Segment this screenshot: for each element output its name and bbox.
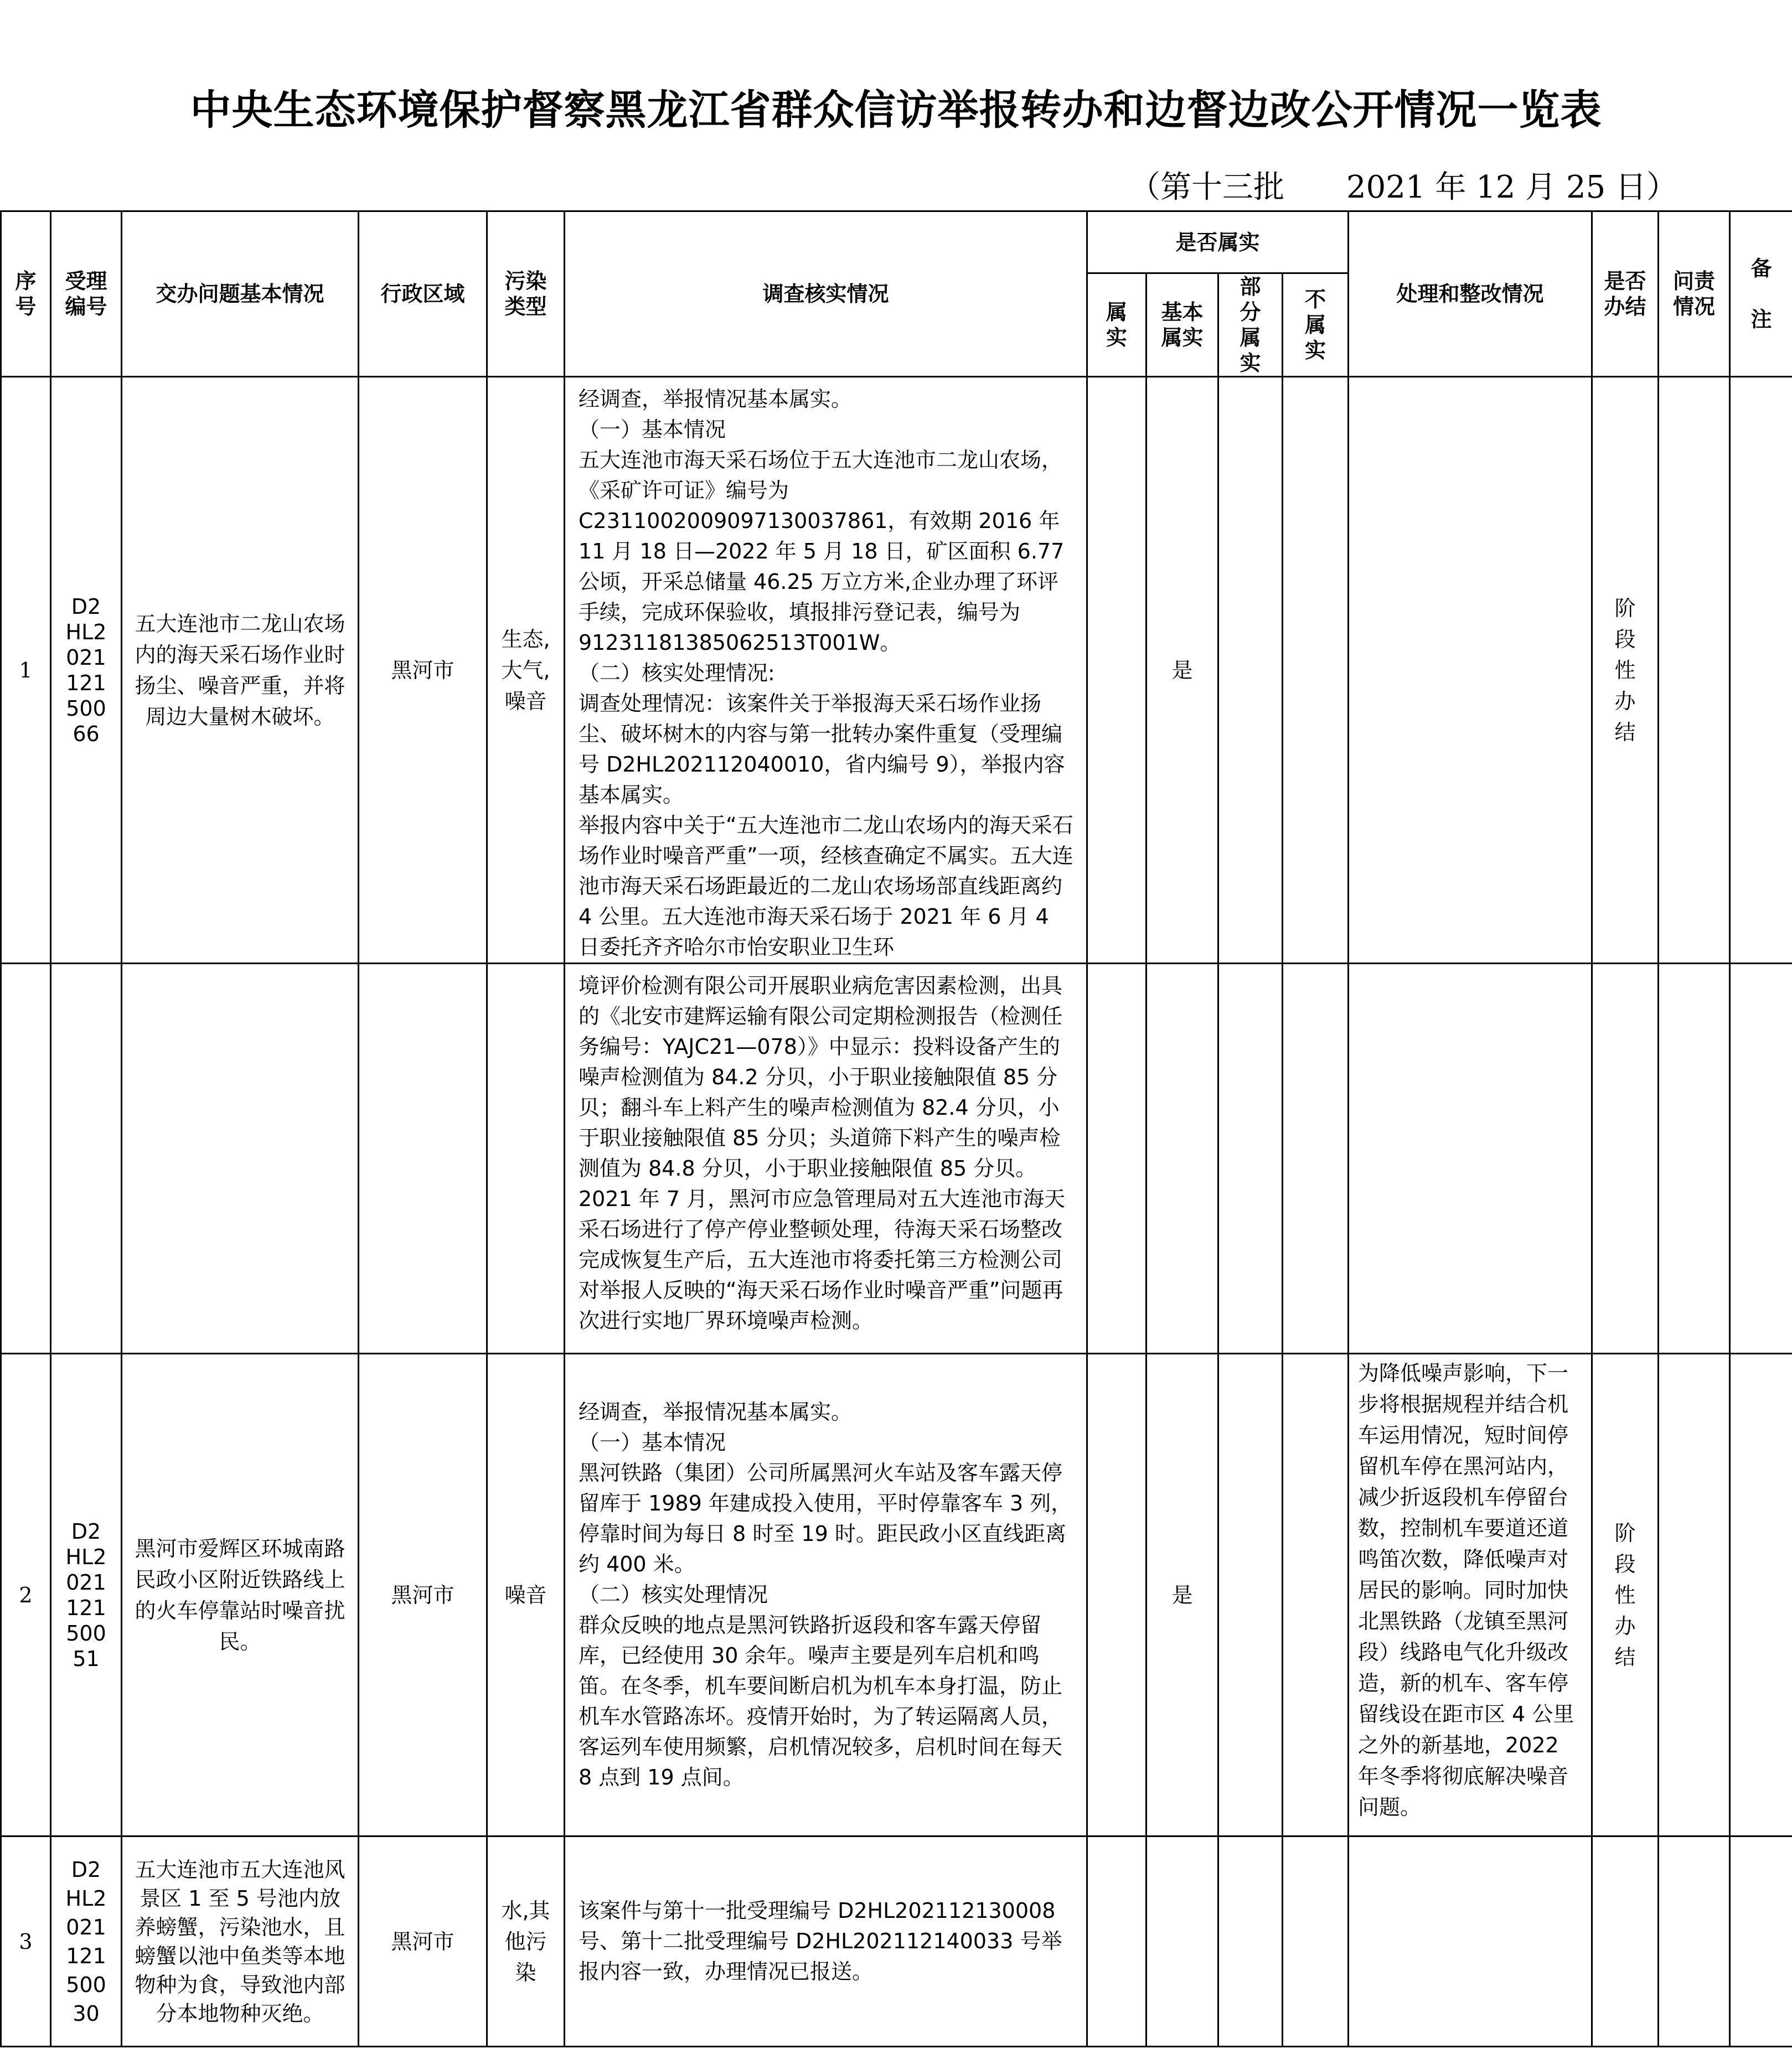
row-partial-true bbox=[1218, 1354, 1283, 1836]
row-closed bbox=[1592, 1836, 1659, 2047]
header-verified-group: 是否属实 bbox=[1087, 211, 1349, 273]
row-partial-true bbox=[1218, 1836, 1283, 2047]
row-pollution-type: 噪音 bbox=[487, 1354, 565, 1836]
row-investigation: 境评价检测有限公司开展职业病危害因素检测，出具的《北安市建辉运输有限公司定期检测报告（检测任务编号：YAJC21—078）》中显示：投料设备产生的噪声检测值为 84.2 分贝，小于职业接触限值 85 分贝；翻斗车上料产生的噪声检测值为 82.4 分贝，小于职业接触限值 85 分贝；头道筛下料产生的噪声检测值为 84.8 分贝，小于职业接触限值 85 分贝。2021 年 7 月，黑河市应急管理局对五大连池市海天采石场进行了停产停业整顿处理，待海天采石场整改完成恢复生产后，五大连池市将委托第三方检测公司对举报人反映的“海天采石场作业时噪音严重”问题再次进行实地厂界环境噪声检测。 bbox=[565, 964, 1087, 1354]
row-region bbox=[359, 964, 487, 1354]
page-title: 中央生态环境保护督察黑龙江省群众信访举报转办和边督边改公开情况一览表 bbox=[190, 86, 1602, 134]
row-true bbox=[1087, 377, 1147, 964]
row-code: D2 HL2 021 121 500 51 bbox=[51, 1354, 122, 1836]
row-remark bbox=[1730, 1836, 1792, 2047]
header-seq: 序 号 bbox=[1, 211, 51, 377]
row-code: D2 HL2 021 121 500 30 bbox=[51, 1836, 122, 2047]
header-partial-true: 部 分 属 实 bbox=[1218, 273, 1283, 377]
row-partial-true bbox=[1218, 964, 1283, 1354]
row-handling bbox=[1349, 964, 1592, 1354]
row-not-true bbox=[1283, 964, 1349, 1354]
row-true bbox=[1087, 1354, 1147, 1836]
row-region: 黑河市 bbox=[359, 1354, 487, 1836]
header-closed: 是否 办结 bbox=[1592, 211, 1659, 377]
row-handling: 为降低噪声影响，下一步将根据规程并结合机车运用情况，短时间停留机车停在黑河站内，减少折返段机车停留台数，控制机车要道还道鸣笛次数，降低噪声对居民的影响。同时加快北黑铁路（龙镇至黑河段）线路电气化升级改造，新的机车、客车停留线设在距市区 4 公里之外的新基地，2022 年冬季将彻底解决噪音问题。 bbox=[1349, 1354, 1592, 1836]
row-closed bbox=[1592, 964, 1659, 1354]
header-row-1 bbox=[1, 211, 1792, 273]
row-partial-true bbox=[1218, 377, 1283, 964]
row-accountability bbox=[1659, 1836, 1730, 2047]
row-not-true bbox=[1283, 1836, 1349, 2047]
row-description: 黑河市爱辉区环城南路民政小区附近铁路线上的火车停靠站时噪音扰民。 bbox=[122, 1354, 359, 1836]
row-seq: 1 bbox=[1, 377, 51, 964]
row-basic-true: 是 bbox=[1147, 377, 1218, 964]
row-accountability bbox=[1659, 377, 1730, 964]
row-description: 五大连池市二龙山农场内的海天采石场作业时扬尘、噪音严重，并将周边大量树木破坏。 bbox=[122, 377, 359, 964]
row-handling bbox=[1349, 377, 1592, 964]
header-code: 受理 编号 bbox=[51, 211, 122, 377]
row-seq: 2 bbox=[1, 1354, 51, 1836]
header-remark: 备 注 bbox=[1730, 211, 1792, 377]
row-true bbox=[1087, 1836, 1147, 2047]
header-not-true: 不 属 实 bbox=[1283, 273, 1349, 377]
row-remark bbox=[1730, 1354, 1792, 1836]
header-basic-true: 基本 属实 bbox=[1147, 273, 1218, 377]
table-row bbox=[1, 1354, 1792, 1836]
row-basic-true: 是 bbox=[1147, 1354, 1218, 1836]
row-code bbox=[51, 964, 122, 1354]
row-region: 黑河市 bbox=[359, 1836, 487, 2047]
row-basic-true bbox=[1147, 964, 1218, 1354]
header-description: 交办问题基本情况 bbox=[122, 211, 359, 377]
row-region: 黑河市 bbox=[359, 377, 487, 964]
row-pollution-type: 生态, 大气, 噪音 bbox=[487, 377, 565, 964]
row-investigation: 该案件与第十一批受理编号 D2HL202112130008 号、第十二批受理编号 D2HL202112140033 号举报内容一致，办理情况已报送。 bbox=[565, 1836, 1087, 2047]
row-handling bbox=[1349, 1836, 1592, 2047]
header-pollution-type: 污染 类型 bbox=[487, 211, 565, 377]
row-seq bbox=[1, 964, 51, 1354]
header-region: 行政区域 bbox=[359, 211, 487, 377]
batch-date: （第十三批 2021 年 12 月 25 日） bbox=[1129, 169, 1678, 205]
row-not-true bbox=[1283, 1354, 1349, 1836]
row-remark bbox=[1730, 964, 1792, 1354]
row-true bbox=[1087, 964, 1147, 1354]
header-handling: 处理和整改情况 bbox=[1349, 211, 1592, 377]
row-pollution-type: 水,其 他污 染 bbox=[487, 1836, 565, 2047]
header-true: 属 实 bbox=[1087, 273, 1147, 377]
row-closed: 阶 段 性 办 结 bbox=[1592, 377, 1659, 964]
row-not-true bbox=[1283, 377, 1349, 964]
row-accountability bbox=[1659, 1354, 1730, 1836]
header-accountability: 问责 情况 bbox=[1659, 211, 1730, 377]
row-description: 五大连池市五大连池风景区 1 至 5 号池内放养螃蟹，污染池水，且螃蟹以池中鱼类等本地物种为食，导致池内部分本地物种灭绝。 bbox=[122, 1836, 359, 2047]
table-row-continuation bbox=[1, 964, 1792, 1354]
table-row bbox=[1, 1836, 1792, 2047]
row-accountability bbox=[1659, 964, 1730, 1354]
row-investigation: 经调查，举报情况基本属实。 （一）基本情况 五大连池市海天采石场位于五大连池市二龙山农场，《采矿许可证》编号为C2311002009097130037861，有效期 2016 年 11 月 18 日—2022 年 5 月 18 日，矿区面积 6.77 公顷，开采总储量 46.25 万立方米,企业办理了环评手续，完成环保验收，填报排污登记表，编号为91231181385062513T001W。 （二）核实处理情况: 调查处理情况：该案件关于举报海天采石场作业扬尘、破坏树木的内容与第一批转办案件重复（受理编号 D2HL202112040010，省内编号 9），举报内容基本属实。 举报内容中关于“五大连池市二龙山农场内的海天采石场作业时噪音严重”一项，经核查确定不属实。五大连池市海天采石场距最近的二龙山农场场部直线距离约 4 公里。五大连池市海天采石场于 2021 年 6 月 4 日委托齐齐哈尔市怡安职业卫生环 bbox=[565, 377, 1087, 964]
row-code: D2 HL2 021 121 500 66 bbox=[51, 377, 122, 964]
row-basic-true bbox=[1147, 1836, 1218, 2047]
table-row bbox=[1, 377, 1792, 964]
header-investigation: 调查核实情况 bbox=[565, 211, 1087, 377]
row-closed: 阶 段 性 办 结 bbox=[1592, 1354, 1659, 1836]
row-pollution-type bbox=[487, 964, 565, 1354]
report-table bbox=[0, 210, 1792, 2047]
row-remark bbox=[1730, 377, 1792, 964]
row-description bbox=[122, 964, 359, 1354]
row-seq: 3 bbox=[1, 1836, 51, 2047]
row-investigation: 经调查，举报情况基本属实。 （一）基本情况 黑河铁路（集团）公司所属黑河火车站及客车露天停留库于 1989 年建成投入使用，平时停靠客车 3 列，停靠时间为每日 8 时至 19 时。距民政小区直线距离约 400 米。 （二）核实处理情况 群众反映的地点是黑河铁路折返段和客车露天停留库，已经使用 30 余年。噪声主要是列车启机和鸣笛。在冬季，机车要间断启机为机车本身打温，防止机车水管路冻坏。疫情开始时，为了转运隔离人员，客运列车使用频繁，启机情况较多，启机时间在每天 8 点到 19 点间。 bbox=[565, 1354, 1087, 1836]
